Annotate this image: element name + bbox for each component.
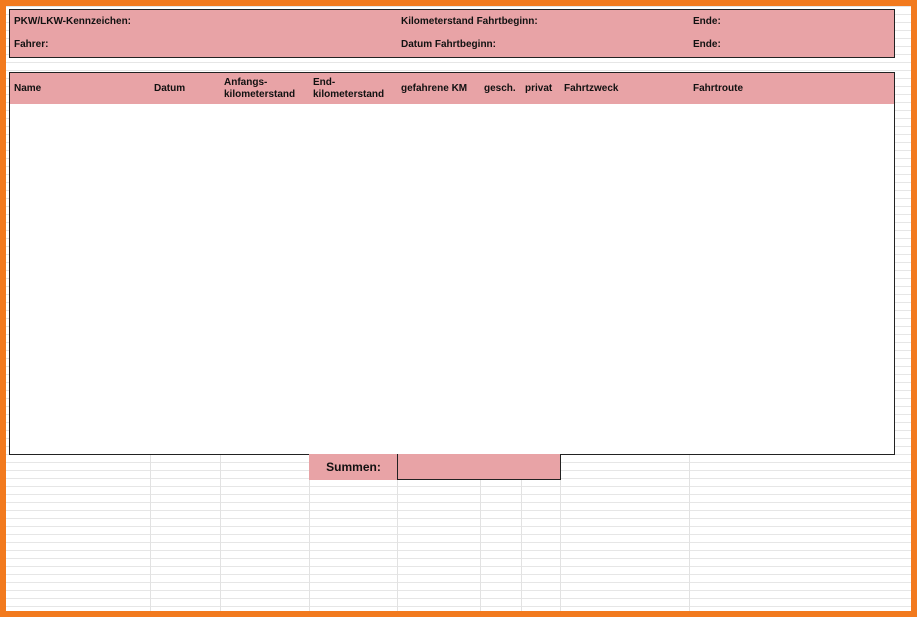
cell-datum[interactable]	[150, 304, 221, 330]
cell-end-km[interactable]	[309, 379, 398, 405]
col-purpose-label: Fahrtzweck	[564, 82, 619, 94]
km-end-label: Ende:	[693, 15, 721, 27]
cell-purpose[interactable]	[560, 379, 690, 405]
cell-end-km[interactable]	[309, 229, 398, 255]
cell-datum[interactable]	[150, 254, 221, 280]
cell-purpose[interactable]	[560, 129, 690, 155]
cell-end-km[interactable]	[309, 404, 398, 430]
cell-purpose[interactable]	[560, 104, 690, 130]
cell-purpose[interactable]	[560, 429, 690, 455]
date-start-label: Datum Fahrtbeginn:	[401, 39, 496, 50]
cell-driven-km[interactable]	[397, 404, 481, 430]
cell-business[interactable]	[480, 304, 522, 330]
col-private-header	[521, 72, 561, 105]
col-end-km-header	[309, 72, 398, 105]
cell-start-km[interactable]	[220, 229, 310, 255]
cell-route[interactable]	[689, 129, 895, 155]
cell-private[interactable]	[521, 204, 561, 230]
cell-business[interactable]	[480, 129, 522, 155]
cell-purpose[interactable]	[560, 254, 690, 280]
cell-datum[interactable]	[150, 379, 221, 405]
cell-route[interactable]	[689, 279, 895, 305]
cell-private[interactable]	[521, 429, 561, 455]
cell-driven-km[interactable]	[397, 254, 481, 280]
cell-start-km[interactable]	[220, 179, 310, 205]
cell-name[interactable]	[9, 104, 151, 130]
cell-purpose[interactable]	[560, 154, 690, 180]
cell-business[interactable]	[480, 329, 522, 355]
cell-datum[interactable]	[150, 179, 221, 205]
sum-private[interactable]	[521, 454, 561, 480]
cell-purpose[interactable]	[560, 354, 690, 380]
cell-business[interactable]	[480, 429, 522, 455]
col-end-km-label	[313, 77, 384, 101]
sums-label-cell	[309, 454, 398, 480]
cell-route[interactable]	[689, 179, 895, 205]
cell-driven-km[interactable]	[397, 429, 481, 455]
cell-purpose[interactable]	[560, 329, 690, 355]
cell-driven-km[interactable]	[397, 204, 481, 230]
cell-name[interactable]	[9, 229, 151, 255]
cell-end-km[interactable]	[309, 154, 398, 180]
col-datum-header	[150, 72, 221, 105]
cell-private[interactable]	[521, 404, 561, 430]
cell-name[interactable]	[9, 279, 151, 305]
logbook-sheet	[6, 6, 911, 611]
col-business-header	[480, 72, 522, 105]
cell-business[interactable]	[480, 254, 522, 280]
cell-private[interactable]	[521, 129, 561, 155]
driver-field[interactable]	[9, 33, 398, 58]
cell-driven-km[interactable]	[397, 129, 481, 155]
cell-driven-km[interactable]	[397, 354, 481, 380]
cell-driven-km[interactable]	[397, 104, 481, 130]
cell-name[interactable]	[9, 354, 151, 380]
cell-route[interactable]	[689, 104, 895, 130]
km-start-field[interactable]	[397, 9, 690, 34]
cell-route[interactable]	[689, 304, 895, 330]
cell-datum[interactable]	[150, 204, 221, 230]
col-start-km-label	[224, 77, 295, 101]
cell-name[interactable]	[9, 154, 151, 180]
cell-name[interactable]	[9, 204, 151, 230]
cell-start-km[interactable]	[220, 104, 310, 130]
cell-end-km[interactable]	[309, 179, 398, 205]
cell-route[interactable]	[689, 429, 895, 455]
cell-route[interactable]	[689, 329, 895, 355]
col-name-label: Name	[14, 82, 42, 94]
col-route-label: Fahrtroute	[693, 82, 743, 94]
cell-route[interactable]	[689, 229, 895, 255]
cell-purpose[interactable]	[560, 179, 690, 205]
col-datum-label: Datum	[154, 82, 186, 94]
km-start-label: Kilometerstand Fahrtbeginn:	[401, 15, 538, 27]
col-purpose-header	[560, 72, 690, 105]
cell-end-km[interactable]	[309, 329, 398, 355]
cell-name[interactable]	[9, 329, 151, 355]
cell-business[interactable]	[480, 104, 522, 130]
cell-start-km[interactable]	[220, 304, 310, 330]
cell-driven-km[interactable]	[397, 304, 481, 330]
cell-purpose[interactable]	[560, 404, 690, 430]
cell-driven-km[interactable]	[397, 279, 481, 305]
cell-driven-km[interactable]	[397, 329, 481, 355]
cell-business[interactable]	[480, 354, 522, 380]
date-end-field[interactable]	[689, 33, 895, 58]
cell-end-km[interactable]	[309, 429, 398, 455]
cell-name[interactable]	[9, 304, 151, 330]
col-driven-km-header	[397, 72, 481, 105]
cell-datum[interactable]	[150, 129, 221, 155]
sum-driven-km[interactable]	[397, 454, 481, 480]
cell-route[interactable]	[689, 404, 895, 430]
cell-name[interactable]	[9, 379, 151, 405]
cell-driven-km[interactable]	[397, 229, 481, 255]
cell-route[interactable]	[689, 254, 895, 280]
cell-route[interactable]	[689, 354, 895, 380]
cell-purpose[interactable]	[560, 279, 690, 305]
cell-name[interactable]	[9, 129, 151, 155]
cell-end-km[interactable]	[309, 254, 398, 280]
cell-private[interactable]	[521, 229, 561, 255]
col-private-label: privat	[525, 82, 553, 94]
cell-business[interactable]	[480, 179, 522, 205]
cell-end-km[interactable]	[309, 304, 398, 330]
cell-name[interactable]	[9, 254, 151, 280]
cell-datum[interactable]	[150, 154, 221, 180]
cell-start-km[interactable]	[220, 129, 310, 155]
sums-label: Summen:	[326, 460, 381, 474]
date-start-field[interactable]	[397, 33, 690, 58]
cell-purpose[interactable]	[560, 304, 690, 330]
col-start-km-header	[220, 72, 310, 105]
cell-start-km[interactable]	[220, 154, 310, 180]
cell-start-km[interactable]	[220, 354, 310, 380]
cell-business[interactable]	[480, 204, 522, 230]
cell-start-km[interactable]	[220, 429, 310, 455]
cell-route[interactable]	[689, 204, 895, 230]
date-end-label: Ende:	[693, 39, 721, 50]
cell-start-km[interactable]	[220, 404, 310, 430]
cell-driven-km[interactable]	[397, 179, 481, 205]
cell-end-km[interactable]	[309, 129, 398, 155]
cell-business[interactable]	[480, 404, 522, 430]
cell-end-km[interactable]	[309, 354, 398, 380]
col-start-km-line1: Anfangs-	[224, 76, 268, 88]
cell-business[interactable]	[480, 379, 522, 405]
cell-datum[interactable]	[150, 104, 221, 130]
col-name-header	[9, 72, 151, 105]
cell-driven-km[interactable]	[397, 154, 481, 180]
sum-business[interactable]	[480, 454, 522, 480]
cell-route[interactable]	[689, 379, 895, 405]
cell-business[interactable]	[480, 154, 522, 180]
cell-start-km[interactable]	[220, 204, 310, 230]
cell-start-km[interactable]	[220, 279, 310, 305]
cell-end-km[interactable]	[309, 104, 398, 130]
cell-datum[interactable]	[150, 429, 221, 455]
col-driven-km-label: gefahrene KM	[401, 82, 468, 94]
cell-private[interactable]	[521, 354, 561, 380]
vehicle-label: PKW/LKW-Kennzeichen:	[14, 15, 132, 27]
cell-name[interactable]	[9, 404, 151, 430]
cell-business[interactable]	[480, 279, 522, 305]
col-start-km-line2: kilometerstand	[224, 88, 296, 100]
cell-end-km[interactable]	[309, 279, 398, 305]
cell-private[interactable]	[521, 279, 561, 305]
cell-datum[interactable]	[150, 404, 221, 430]
cell-start-km[interactable]	[220, 379, 310, 405]
cell-end-km[interactable]	[309, 204, 398, 230]
cell-name[interactable]	[9, 429, 151, 455]
driver-label: Fahrer:	[14, 39, 49, 50]
col-end-km-line1: End-	[313, 76, 336, 88]
cell-datum[interactable]	[150, 329, 221, 355]
cell-business[interactable]	[480, 229, 522, 255]
col-end-km-line2: kilometerstand	[313, 88, 385, 100]
vehicle-field[interactable]	[9, 9, 398, 34]
cell-start-km[interactable]	[220, 329, 310, 355]
cell-private[interactable]	[521, 304, 561, 330]
cell-private[interactable]	[521, 154, 561, 180]
cell-route[interactable]	[689, 154, 895, 180]
col-business-label: gesch.	[484, 82, 516, 94]
km-end-field[interactable]	[689, 9, 895, 34]
cell-private[interactable]	[521, 329, 561, 355]
cell-private[interactable]	[521, 179, 561, 205]
cell-datum[interactable]	[150, 279, 221, 305]
cell-private[interactable]	[521, 104, 561, 130]
cell-purpose[interactable]	[560, 229, 690, 255]
cell-private[interactable]	[521, 254, 561, 280]
cell-private[interactable]	[521, 379, 561, 405]
cell-datum[interactable]	[150, 229, 221, 255]
cell-driven-km[interactable]	[397, 379, 481, 405]
col-route-header	[689, 72, 895, 105]
cell-start-km[interactable]	[220, 254, 310, 280]
cell-name[interactable]	[9, 179, 151, 205]
cell-purpose[interactable]	[560, 204, 690, 230]
cell-datum[interactable]	[150, 354, 221, 380]
